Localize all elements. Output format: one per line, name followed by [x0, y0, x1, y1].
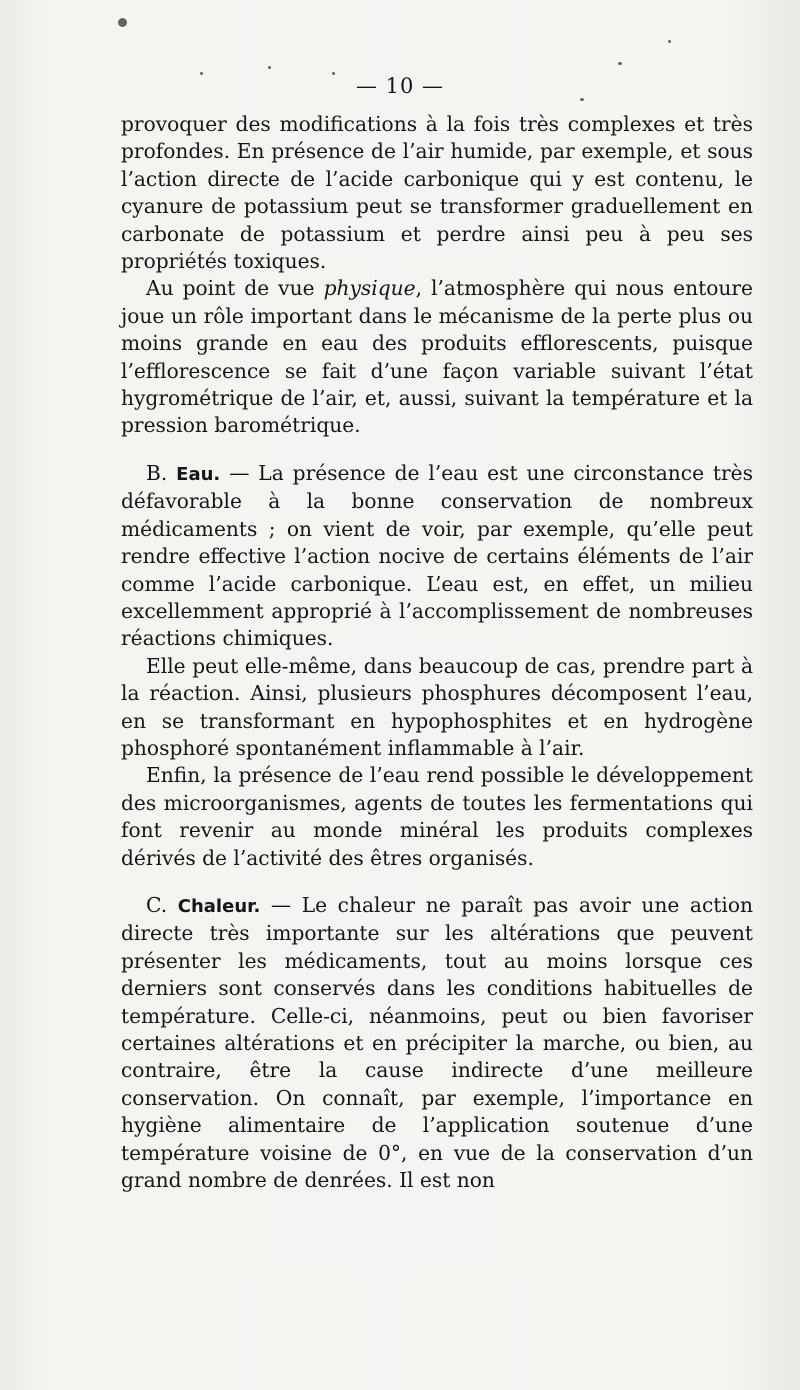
paragraph — [121, 275, 753, 439]
section-label: Chaleur. — [177, 895, 261, 917]
ink-speck — [118, 18, 127, 27]
paragraph — [121, 762, 753, 872]
text-run: Enfin, la présence de l’eau rend possible le développement des microorganismes, agents de toutes les fermentations qui font revenir au monde minéral les produits complexes dérivés de l’activité des êtres organisés. — [121, 763, 753, 870]
text-run: B. — [146, 460, 177, 485]
paragraph — [121, 460, 753, 653]
text-run: , l’atmosphère qui nous entoure joue un rôle important dans le mécanisme de la perte plus ou moins grande en eau des produits efflorescents, puisque l’efflorescence se fait d’une façon variable suivant l’état hygrométrique de l’air, et, aussi, suivant la température et la pression barométrique. — [121, 276, 753, 438]
ink-speck — [580, 98, 584, 101]
section-label: Eau. — [176, 463, 221, 485]
text-run: — La présence de l’eau est une circonstance très défavorable à la bonne conservation de nombreux médicaments ; on vient de voir, par exemple, qu’elle peut rendre effective l’action nocive de certains éléments de l’air comme l’acide carbonique. L’eau est, en effet, un milieu excellemment approprié à l’accomplissement de nombreuses réactions chimiques. — [121, 460, 753, 651]
body-text — [121, 111, 753, 1194]
italic-text: physique — [323, 276, 416, 301]
ink-speck — [668, 40, 671, 43]
ink-speck — [618, 62, 622, 65]
text-run: provoquer des modifications à la fois très complexes et très profondes. En présence de l’air humide, par exemple, et sous l’action directe de l’acide carbonique qui y est contenu, le cyanure de potassium peut se transformer graduellement en carbonate de potassium et perdre ainsi peu à peu ses propriétés toxiques. — [121, 112, 753, 274]
ink-speck — [268, 66, 271, 69]
text-run: Elle peut elle-même, dans beaucoup de cas, prendre part à la réaction. Ainsi, plusieurs phosphures décomposent l’eau, en se transformant en hypophosphites et en hydrogène phosphoré spontanément inflammable à l’air. — [121, 653, 753, 760]
paragraph — [121, 892, 753, 1194]
paragraph — [121, 111, 753, 275]
text-run: Au point de vue — [146, 276, 324, 301]
paragraph — [121, 653, 753, 763]
page-number: — 10 — — [355, 74, 445, 98]
text-run: C. — [146, 892, 178, 917]
text-run: — Le chaleur ne paraît pas avoir une action directe très importante sur les altérations que peuvent présenter les médicaments, tout au moins lorsque ces derniers sont conservés dans les conditions habituelles de température. Celle-ci, néanmoins, peut ou bien favoriser certaines altérations et en précipiter la marche, ou bien, au contraire, être la cause indirecte d’une meilleure conservation. On connaît, par exemple, l’importance en hygiène alimentaire de l’application soutenue d’une température voisine de 0°, en vue de la conservation d’un grand nombre de denrées. Il est non — [121, 892, 753, 1193]
